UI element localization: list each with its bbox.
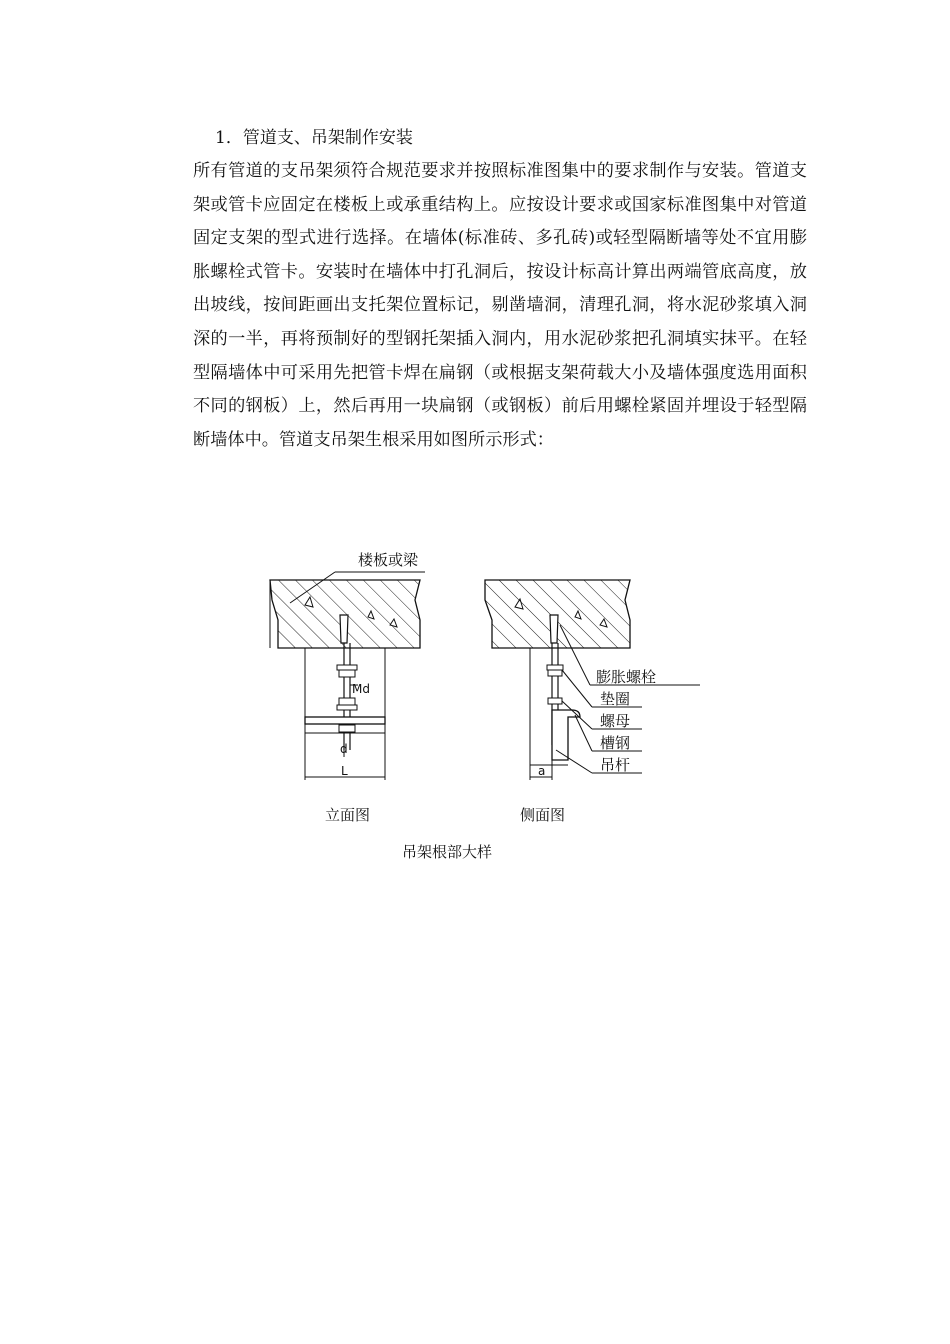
label-channel-steel: 槽钢	[600, 734, 631, 752]
caption-hanger-root-detail: 吊架根部大样	[402, 843, 493, 861]
body-paragraph: 所有管道的支吊架须符合规范要求并按照标准图集中的要求制作与安装。管道支架或管卡应固定在楼板上或承重结构上。应按设计要求或国家标准图集中对管道固定支架的型式进行选择。在墙体(标准砖、多孔砖)或轻型隔断墙等处不宜用膨胀螺栓式管卡。安装时在墙体中打孔洞后，按设计标高计算出两端管底高度，放出坡线，按间距画出支托架位置标记，剔凿墙洞，清理孔洞，将水泥砂浆填入洞深的一半，再将预制好的型钢托架插入洞内，用水泥砂浆把孔洞填实抹平。在轻型隔墙体中可采用先把管卡焊在扁钢（或根据支架荷载大小及墙体强度选用面积不同的钢板）上，然后再用一块扁钢（或钢板）前后用螺栓紧固并埋设于轻型隔断墙体中。管道支吊架生根采用如图所示形式：	[193, 161, 807, 450]
section-heading: 1．管道支、吊架制作安装	[215, 128, 413, 148]
label-washer: 垫圈	[600, 690, 631, 708]
side-elevation-drawing	[485, 580, 700, 780]
label-nut: 螺母	[600, 712, 631, 730]
label-expansion-bolt: 膨胀螺栓	[596, 668, 657, 686]
dimension-md: Md	[352, 682, 370, 696]
dimension-a: a	[538, 764, 546, 778]
hanger-root-detail-figure	[250, 535, 710, 865]
caption-front-elevation: 立面图	[325, 806, 371, 824]
caption-side-elevation: 侧面图	[520, 806, 566, 824]
slab-or-beam-label: 楼板或梁	[358, 551, 419, 569]
dimension-d: d	[340, 742, 348, 756]
dimension-l: L	[341, 764, 348, 778]
front-elevation-drawing	[270, 551, 425, 780]
label-hanger-rod: 吊杆	[600, 756, 631, 774]
